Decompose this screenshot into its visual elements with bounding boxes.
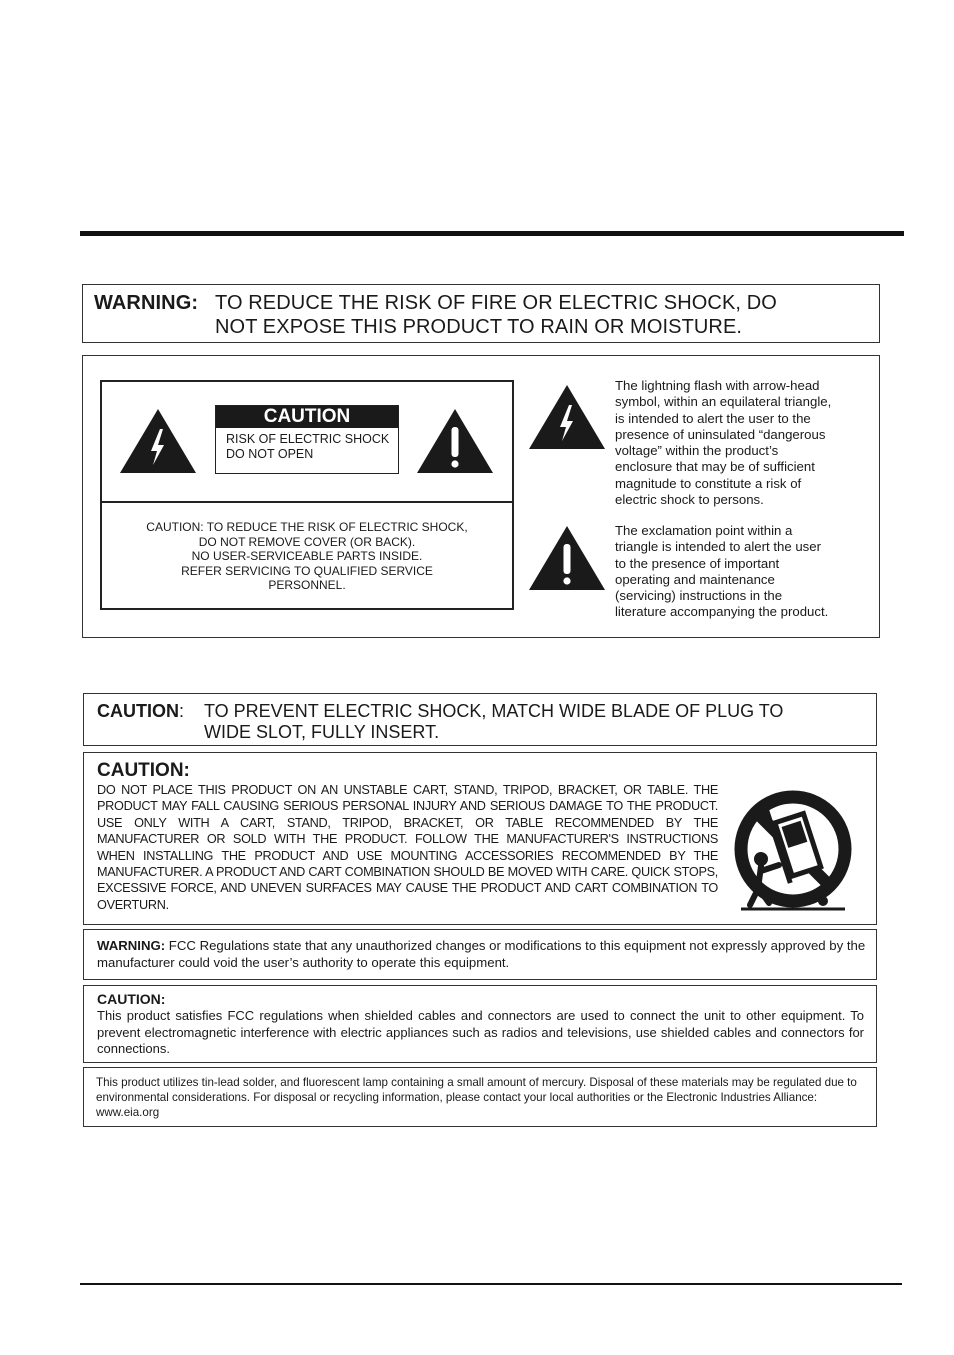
caution-lower-line: DO NOT REMOVE COVER (OR BACK). <box>198 534 416 549</box>
caution-badge <box>215 405 399 474</box>
warning-line-2: NOT EXPOSE THIS PRODUCT TO RAIN OR MOISTURE. <box>215 316 743 338</box>
exclamation-description-line: to the presence of important <box>615 555 780 571</box>
lightning-description-line: voltage” within the product’s <box>615 443 779 459</box>
exclamation-description-line: triangle is intended to alert the user <box>615 539 821 555</box>
caution-badge-text <box>226 432 389 462</box>
lightning-description-line: magnitude to constitute a risk of <box>615 475 802 491</box>
plug-caution-line-2: WIDE SLOT, FULLY INSERT. <box>204 722 440 742</box>
caution-lower-line: NO USER-SERVICEABLE PARTS INSIDE. <box>191 549 423 564</box>
plug-caution-label-wrap <box>97 701 184 722</box>
caution-lower-line: REFER SERVICING TO QUALIFIED SERVICE <box>181 563 433 578</box>
lightning-description-line: The lightning flash with arrow-head <box>615 378 820 393</box>
warning-label: WARNING: <box>94 292 199 314</box>
fcc-warning-text <box>97 937 867 971</box>
fcc-warning-body: FCC Regulations state that any unauthorized changes or modifications to this equipment not expressly approved by the manufacturer could void the user’s authority to operate this equipment. <box>97 938 866 970</box>
exclamation-description-line: (servicing) instructions in the <box>615 588 783 604</box>
lightning-description-line: electric shock to persons. <box>615 492 764 508</box>
plug-caution-box <box>83 693 877 746</box>
caution-label-divider <box>100 501 514 503</box>
exclamation-description-line: The exclamation point within a <box>615 523 793 538</box>
cart-tip-over-icon <box>731 789 855 914</box>
lightning-description-line: enclosure that may be of sufficient <box>615 459 815 475</box>
exclamation-description <box>615 523 865 621</box>
warning-line-1: TO REDUCE THE RISK OF FIRE OR ELECTRIC SHOCK, DO <box>215 292 777 314</box>
lightning-triangle-icon <box>118 407 198 475</box>
lightning-symbol-icon <box>527 383 607 451</box>
disposal-text: This product utilizes tin-lead solder, and fluorescent lamp containing a small amount of mercury. Disposal of these materials may be regulated due to environmental considerations. For disposal or recycling information, please contact your local authorities or the Electronic Industries Alliance: www.eia.org <box>96 1076 857 1119</box>
exclamation-symbol-icon <box>527 524 607 592</box>
exclamation-description-line: literature accompanying the product. <box>615 604 829 620</box>
lightning-description <box>615 378 865 508</box>
caution-lower-text <box>102 520 512 593</box>
caution-badge-title: CAUTION <box>216 406 398 428</box>
exclamation-triangle-icon <box>415 407 495 475</box>
lightning-description-line: is intended to alert the user to the <box>615 410 811 426</box>
cart-caution-title: CAUTION: <box>97 760 190 781</box>
exclamation-description-line: operating and maintenance <box>615 571 775 587</box>
caution-lower-line: PERSONNEL. <box>268 578 346 593</box>
caution-badge-line-2: DO NOT OPEN <box>226 447 314 461</box>
fcc-caution-title: CAUTION: <box>97 991 166 1007</box>
warning-box <box>82 284 880 343</box>
caution-lower-line: CAUTION: TO REDUCE THE RISK OF ELECTRIC SHOCK, <box>146 520 468 534</box>
bottom-rule <box>80 1283 902 1285</box>
caution-badge-line-1: RISK OF ELECTRIC SHOCK <box>226 432 390 446</box>
plug-caution-colon: : <box>179 701 185 721</box>
lightning-description-line: presence of uninsulated “dangerous <box>615 426 826 442</box>
top-rule <box>80 231 904 236</box>
cart-caution-text: DO NOT PLACE THIS PRODUCT ON AN UNSTABLE CART, STAND, TRIPOD, BRACKET, OR TABLE. THE PRODUCT MAY FALL CAUSING SERIOUS PERSONAL INJURY AND SERIOUS DAMAGE TO THE PRODUCT. USE ONLY WITH A CART, STAND, TRIPOD, BRACKET, OR TABLE RECOMMENDED BY THE MANUFACTURER OR SOLD WITH THE PRODUCT. FOLLOW THE MANUFACTURER'S INSTRUCTIONS WHEN INSTALLING THE PRODUCT AND USE MOUNTING ACCESSORIES RECOMMENDED BY THE MANUFACTURER. A PRODUCT AND CART COMBINATION SHOULD BE MOVED WITH CARE. QUICK STOPS, EXCESSIVE FORCE, AND UNEVEN SURFACES MAY CAUSE THE PRODUCT AND CART COMBINATION TO OVERTURN. <box>97 783 718 912</box>
fcc-caution-text: This product satisfies FCC regulations when shielded cables and connectors are used to connect the unit to other equipment. To prevent electromagnetic interference with electric appliances such as radios and televisions, use shielded cables and connectors for connections. <box>97 1008 864 1056</box>
plug-caution-line-1: TO PREVENT ELECTRIC SHOCK, MATCH WIDE BLADE OF PLUG TO <box>204 701 784 721</box>
lightning-description-line: symbol, within an equilateral triangle, <box>615 394 832 410</box>
fcc-warning-label: WARNING: <box>97 938 166 953</box>
plug-caution-label: CAUTION <box>97 701 179 721</box>
